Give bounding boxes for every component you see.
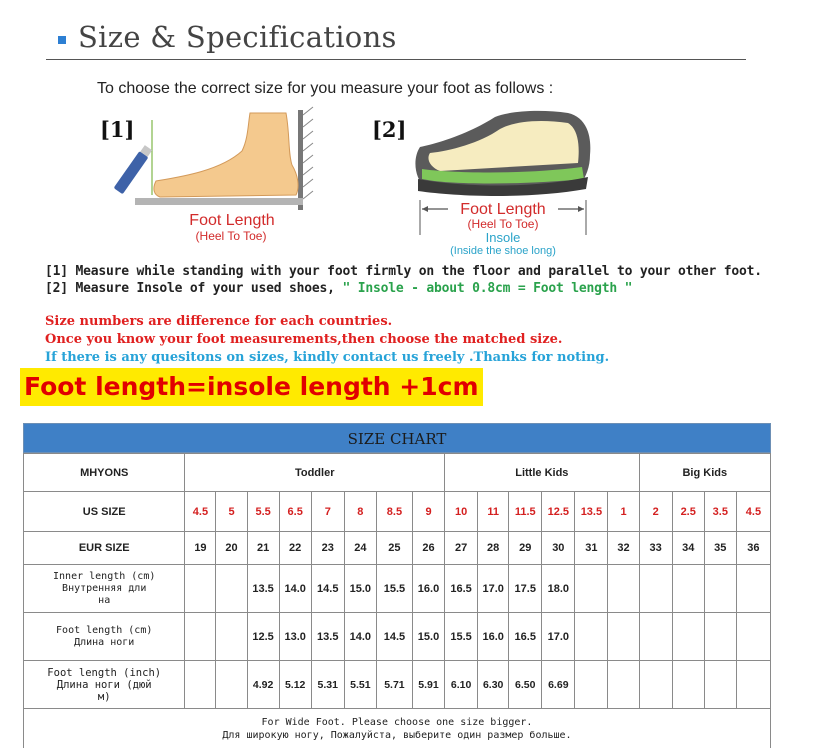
us-size-cell: 4.5 — [185, 492, 216, 532]
foot-length-inch-label-ru: Длина ноги (дюй — [56, 678, 152, 691]
us-size-cell: 8.5 — [376, 492, 412, 532]
foot-length-inch-cell: 5.71 — [376, 661, 412, 709]
foot-measure-illustration — [100, 105, 330, 255]
group-header-row — [24, 454, 771, 492]
foot-length-inch-label-en: Foot length (inch) — [47, 666, 162, 679]
foot-length-cm-label-en: Foot length (cm) — [56, 624, 153, 636]
foot-length-inch-cell: 5.12 — [279, 661, 311, 709]
bullet-icon — [58, 36, 66, 44]
foot-length-cm-cell: 15.5 — [445, 613, 478, 661]
foot-length-inch-cell: 5.91 — [412, 661, 444, 709]
foot-length-cm-cell: 14.0 — [344, 613, 376, 661]
eur-size-cell: 25 — [376, 532, 412, 565]
us-size-cell: 7 — [311, 492, 344, 532]
foot-shape — [154, 113, 298, 197]
eur-size-row — [24, 532, 771, 565]
us-size-cell: 13.5 — [575, 492, 608, 532]
us-size-cell: 5 — [216, 492, 247, 532]
us-size-cell: 9 — [412, 492, 444, 532]
foot-length-cm-cell: 16.5 — [509, 613, 542, 661]
inner-length-cell: 15.5 — [376, 565, 412, 613]
inner-length-label-en: Inner length (cm) — [53, 570, 156, 582]
foot-length-inch-cell — [216, 661, 247, 709]
foot-length-inch-cell — [736, 661, 770, 709]
inner-length-cell — [736, 565, 770, 613]
foot-length-cm-cell: 17.0 — [542, 613, 575, 661]
us-size-cell: 6.5 — [279, 492, 311, 532]
eur-size-cell: 22 — [279, 532, 311, 565]
inner-length-label — [24, 565, 185, 613]
inner-length-cell — [672, 565, 704, 613]
us-size-row — [24, 492, 771, 532]
eur-size-cell: 29 — [509, 532, 542, 565]
group-little-kids: Little Kids — [445, 454, 640, 492]
foot-length-cm-cell — [185, 613, 216, 661]
foot-length-cm-cell — [672, 613, 704, 661]
figure-2-label: [2] — [372, 117, 407, 142]
eur-size-cell: 27 — [445, 532, 478, 565]
eur-size-cell: 19 — [185, 532, 216, 565]
foot-length-cm-cell: 12.5 — [247, 613, 279, 661]
inner-length-cell: 14.5 — [311, 565, 344, 613]
foot-length-cm-cell — [216, 613, 247, 661]
size-chart-title: SIZE CHART — [23, 423, 771, 453]
foot-length-cm-cell: 13.0 — [279, 613, 311, 661]
eur-size-cell: 35 — [704, 532, 736, 565]
foot-length-cm-cell: 14.5 — [376, 613, 412, 661]
footnote-row — [24, 709, 771, 748]
us-size-cell: 8 — [344, 492, 376, 532]
inner-length-cell — [185, 565, 216, 613]
foot-length-cm-cell — [575, 613, 608, 661]
us-size-cell: 12.5 — [542, 492, 575, 532]
inner-length-label-ru-end: на — [98, 594, 111, 606]
eur-size-cell: 32 — [608, 532, 639, 565]
eur-size-cell: 23 — [311, 532, 344, 565]
insole-subcaption: (Inside the shoe long) — [450, 245, 556, 257]
brand-cell: MHYONS — [24, 454, 185, 492]
eur-size-cell: 26 — [412, 532, 444, 565]
foot-length-formula: Foot length=insole length +1cm — [20, 368, 483, 406]
foot-length-inch-row — [24, 661, 771, 709]
foot-length-inch-cell: 6.69 — [542, 661, 575, 709]
wide-foot-note-en: For Wide Foot. Please choose one size bigger. — [261, 716, 533, 728]
insole-caption: Insole — [485, 230, 521, 245]
pen-icon — [114, 145, 153, 195]
eur-size-label: EUR SIZE — [24, 532, 185, 565]
instruction-line-2-text: [2] Measure Insole of your used shoes, — [45, 281, 343, 296]
figure-2-subcaption: (Heel To Toe) — [467, 217, 539, 231]
us-size-cell: 3.5 — [704, 492, 736, 532]
eur-size-cell: 33 — [639, 532, 672, 565]
foot-length-inch-cell — [575, 661, 608, 709]
eur-size-cell: 20 — [216, 532, 247, 565]
foot-length-cm-cell: 15.0 — [412, 613, 444, 661]
note-size-difference: Size numbers are difference for each countries. — [45, 314, 393, 329]
figure-1-caption: Foot Length — [189, 212, 275, 229]
size-chart-table — [23, 453, 771, 748]
us-size-cell: 1 — [608, 492, 639, 532]
foot-length-cm-cell — [639, 613, 672, 661]
foot-length-inch-cell: 6.50 — [509, 661, 542, 709]
note-choose-matched: Once you know your foot measurements,then choose the matched size. — [45, 332, 563, 347]
group-toddler: Toddler — [185, 454, 445, 492]
wide-foot-note-ru: Для широкую ногу, Пожалуйста, выберите один размер больше. — [222, 729, 572, 741]
foot-length-cm-label-ru: Длина ноги — [74, 636, 135, 648]
figure-1-label: [1] — [100, 117, 135, 142]
page-title: Size & Specifications — [78, 20, 397, 54]
us-size-cell: 11 — [478, 492, 509, 532]
eur-size-cell: 24 — [344, 532, 376, 565]
eur-size-cell: 30 — [542, 532, 575, 565]
us-size-label: US SIZE — [24, 492, 185, 532]
us-size-cell: 4.5 — [736, 492, 770, 532]
foot-length-inch-cell: 6.10 — [445, 661, 478, 709]
arrowhead-right-icon — [578, 206, 584, 212]
instruction-line-1: [1] Measure while standing with your foot firmly on the floor and parallel to your other foot. — [45, 264, 762, 279]
insole-measure-illustration — [400, 105, 605, 260]
intro-text: To choose the correct size for you measure your foot as follows : — [97, 80, 554, 97]
foot-length-inch-cell: 5.31 — [311, 661, 344, 709]
inner-length-cell: 13.5 — [247, 565, 279, 613]
group-big-kids: Big Kids — [639, 454, 770, 492]
arrowhead-left-icon — [422, 206, 428, 212]
inner-length-cell — [704, 565, 736, 613]
foot-length-inch-cell: 5.51 — [344, 661, 376, 709]
eur-size-cell: 31 — [575, 532, 608, 565]
inner-length-label-ru: Внутренняя дли — [62, 582, 147, 594]
foot-length-cm-cell: 16.0 — [478, 613, 509, 661]
inner-length-cell: 17.0 — [478, 565, 509, 613]
inner-length-row — [24, 565, 771, 613]
inner-length-cell: 18.0 — [542, 565, 575, 613]
inner-length-cell — [608, 565, 639, 613]
foot-length-inch-cell — [608, 661, 639, 709]
foot-length-inch-cell: 6.30 — [478, 661, 509, 709]
inner-length-cell — [575, 565, 608, 613]
inner-length-cell: 16.5 — [445, 565, 478, 613]
foot-length-cm-row — [24, 613, 771, 661]
us-size-cell: 2.5 — [672, 492, 704, 532]
wall-shape — [298, 110, 303, 210]
foot-length-inch-cell — [672, 661, 704, 709]
floor-shape — [135, 198, 303, 205]
foot-length-cm-label — [24, 613, 185, 661]
us-size-cell: 10 — [445, 492, 478, 532]
us-size-cell: 11.5 — [509, 492, 542, 532]
foot-length-cm-cell — [704, 613, 736, 661]
inner-length-cell: 14.0 — [279, 565, 311, 613]
figure-1-subcaption: (Heel To Toe) — [195, 229, 267, 243]
inner-length-cell: 17.5 — [509, 565, 542, 613]
inner-length-cell: 16.0 — [412, 565, 444, 613]
inner-length-cell: 15.0 — [344, 565, 376, 613]
wide-foot-note — [24, 709, 771, 748]
foot-length-cm-cell: 13.5 — [311, 613, 344, 661]
eur-size-cell: 28 — [478, 532, 509, 565]
us-size-cell: 2 — [639, 492, 672, 532]
foot-length-inch-label — [24, 661, 185, 709]
instruction-line-2 — [45, 281, 632, 296]
us-size-cell: 5.5 — [247, 492, 279, 532]
foot-length-inch-cell: 4.92 — [247, 661, 279, 709]
eur-size-cell: 21 — [247, 532, 279, 565]
wall-hatching — [303, 107, 313, 199]
section-header — [46, 20, 746, 60]
note-contact: If there is any quesitons on sizes, kindly contact us freely .Thanks for noting. — [45, 350, 610, 365]
figure-2-caption: Foot Length — [460, 201, 546, 218]
eur-size-cell: 36 — [736, 532, 770, 565]
inner-length-cell — [639, 565, 672, 613]
insole-formula: " Insole - about 0.8cm = Foot length " — [342, 281, 633, 296]
foot-length-inch-cell — [185, 661, 216, 709]
foot-length-inch-cell — [639, 661, 672, 709]
foot-length-inch-label-ru-end: м) — [97, 690, 111, 703]
eur-size-cell: 34 — [672, 532, 704, 565]
inner-length-cell — [216, 565, 247, 613]
foot-length-cm-cell — [608, 613, 639, 661]
foot-length-cm-cell — [736, 613, 770, 661]
foot-length-inch-cell — [704, 661, 736, 709]
